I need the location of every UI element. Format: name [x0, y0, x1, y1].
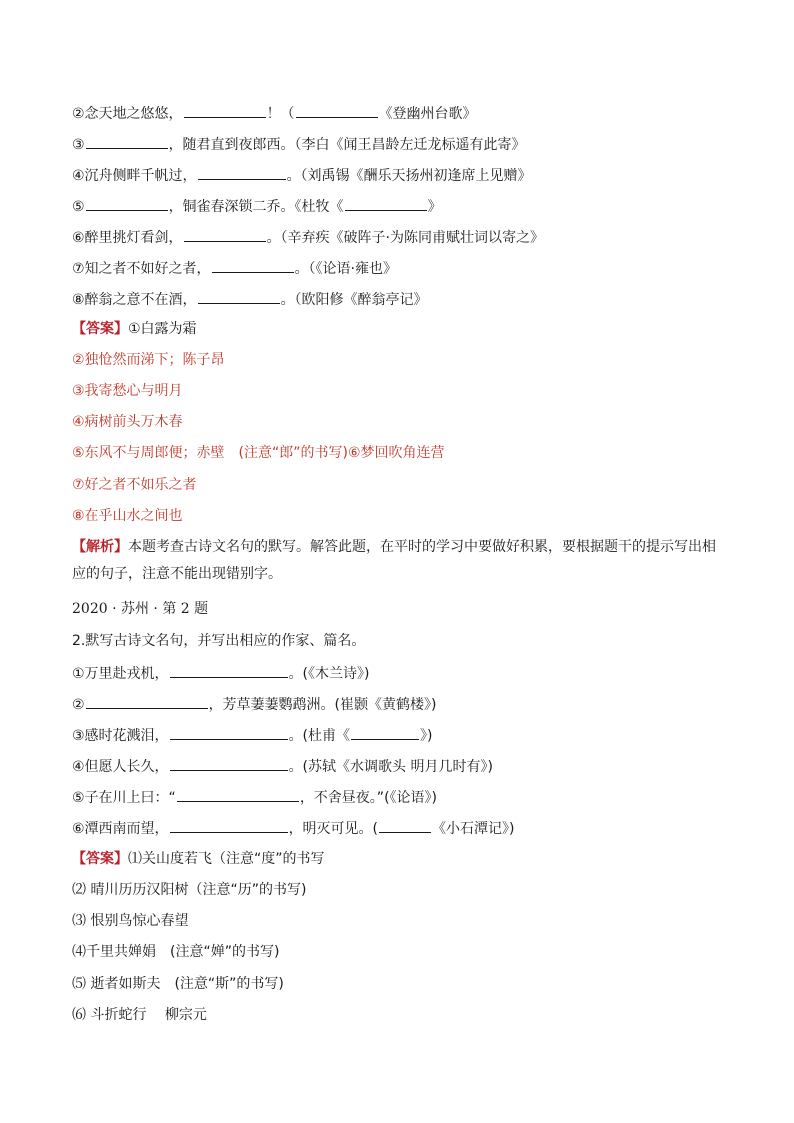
answer-blank — [184, 103, 266, 118]
answer-blank — [86, 196, 168, 211]
answer-blank — [296, 103, 378, 118]
question2-line-5: ⑤子在川上曰：“ ，不舍昼夜。”(《论语》) — [72, 787, 437, 807]
answer-blank — [177, 787, 299, 802]
answer2-line-3: ⑶ 恨别鸟惊心春望 — [72, 913, 189, 929]
answer-blank — [198, 165, 286, 180]
answer-blank — [198, 289, 280, 304]
answer2-line-2: ⑵ 晴川历历汉阳树（注意“历”的书写) — [72, 882, 307, 898]
question2-line-1: ①万里赴戎机， 。(《木兰诗》) — [72, 663, 370, 683]
question-2-title: 2.默写古诗文名句，并写出相应的作家、篇名。 — [72, 633, 366, 649]
answer2-line-6: ⑹ 斗折蛇行 柳宗元 — [72, 1007, 207, 1023]
answer-blank — [86, 694, 208, 709]
answer2-line-4: ⑷千里共婵娟 (注意“婵”的书写) — [72, 944, 280, 960]
question-source: 2020 · 苏州 · 第 2 题 — [72, 601, 209, 617]
question-line-4: ④沉舟侧畔千帆过， 。（刘禹锡《酬乐天扬州初逢席上见赠》 — [72, 165, 532, 185]
answer-label: 【答案】 — [72, 321, 128, 337]
answer-line-2: ②独怆然而涕下；陈子昂 — [72, 352, 225, 368]
answer-blank — [212, 258, 294, 273]
answer-line-1: 【答案】①白露为霜 — [72, 321, 197, 337]
question2-line-2: ② ，芳草萋萋鹦鹉洲。(崔颢《黄鹤楼》) — [72, 694, 437, 714]
answer-blank — [351, 725, 419, 740]
question2-line-6: ⑥潭西南而望， ，明灭可见。( 《小石潭记》) — [72, 818, 515, 838]
answer-blank — [170, 725, 288, 740]
analysis-label: 【解析】 — [72, 539, 128, 555]
answer-line-3: ③我寄愁心与明月 — [72, 383, 183, 399]
answer-line-7: ⑧在乎山水之间也 — [72, 508, 183, 524]
answer-blank — [345, 196, 427, 211]
question-line-5: ⑤ ，铜雀春深锁二乔。《杜牧《 》 — [72, 196, 442, 216]
answer2-line-1: 【答案】⑴关山度若飞（注意“度”的书写 — [72, 851, 325, 867]
question2-line-3: ③感时花溅泪， 。(杜甫《 》) — [72, 725, 433, 745]
question2-line-4: ④但愿人长久， 。(苏轼《水调歌头 明月几时有》) — [72, 756, 493, 776]
question-line-7: ⑦知之者不如好之者， 。（《论语·雍也》 — [72, 258, 397, 278]
answer-blank — [170, 663, 288, 678]
question-line-3: ③ ，随君直到夜郎西。（李白《闻王昌龄左迁龙标遥有此寄》 — [72, 134, 526, 154]
answer2-line-5: ⑸ 逝者如斯夫 (注意“斯”的书写) — [72, 976, 284, 992]
question-line-8: ⑧醉翁之意不在酒， 。（欧阳修《醉翁亭记》 — [72, 289, 428, 309]
answer-label: 【答案】 — [72, 851, 128, 867]
analysis-paragraph: 【解析】本题考查古诗文名句的默写。解答此题，在平时的学习中要做好积累，要根据题干的提示写出相应的句子，注意不能出现错别字。 — [72, 539, 716, 582]
answer-blank — [170, 756, 288, 771]
answer-line-6: ⑦好之者不如乐之者 — [72, 477, 197, 493]
answer-blank — [86, 134, 168, 149]
question-line-2: ②念天地之悠悠， ！（ 《登幽州台歌》 — [72, 103, 477, 123]
answer-blank — [170, 818, 288, 833]
question-line-6: ⑥醉里挑灯看剑， 。（辛弃疾《破阵子·为陈同甫赋壮词以寄之》 — [72, 227, 544, 247]
answer-line-5: ⑤东风不与周郎便；赤壁 (注意“郎”的书写)⑥梦回吹角连营 — [72, 445, 445, 461]
answer-line-4: ④病树前头万木春 — [72, 414, 183, 430]
answer-blank — [184, 227, 266, 242]
answer-blank — [379, 818, 431, 833]
